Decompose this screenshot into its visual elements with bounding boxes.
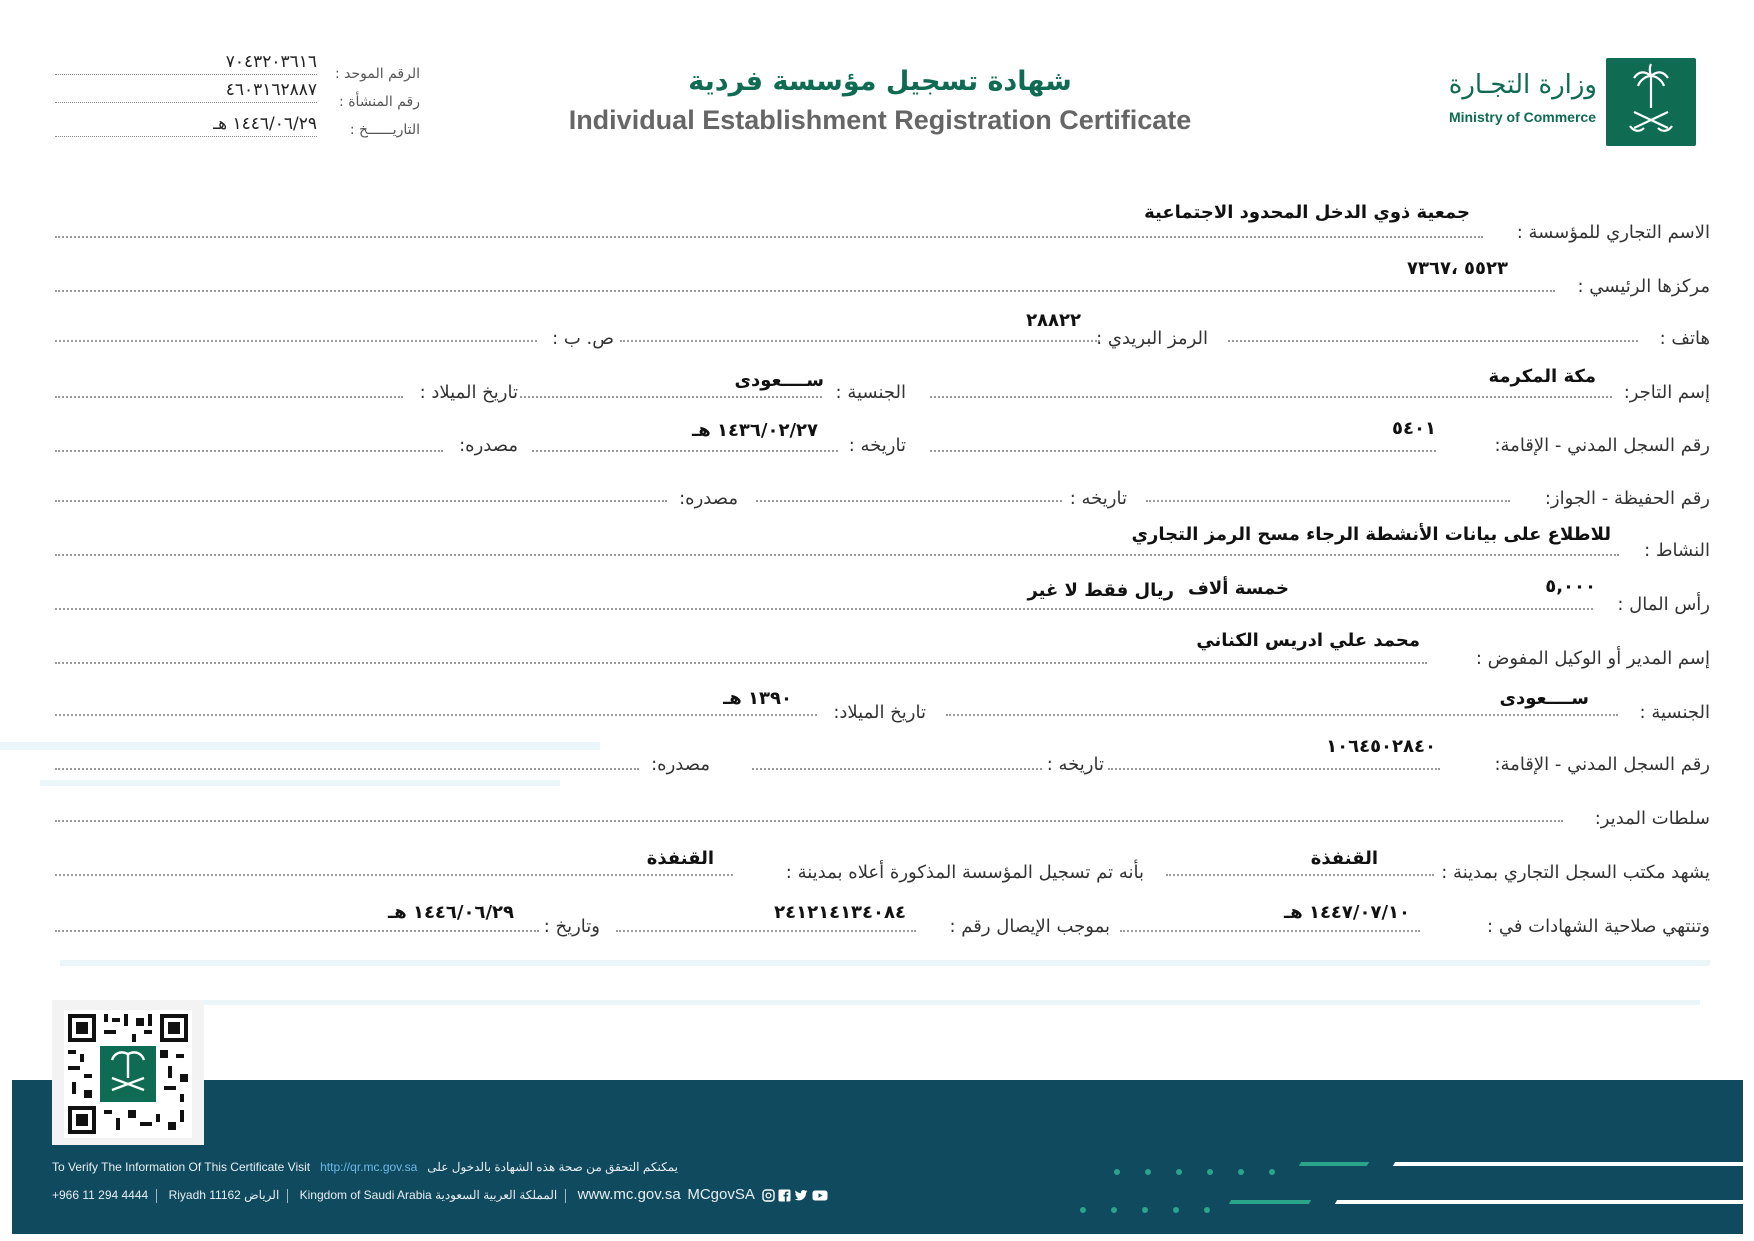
manager-nationality: ســــعودى — [1499, 688, 1589, 709]
receipt-label: بموجب الإيصال رقم : — [949, 916, 1110, 937]
receipt-date-label: وتاريخ : — [543, 916, 600, 937]
divider — [287, 1189, 288, 1203]
youtube-icon[interactable] — [812, 1189, 828, 1202]
website-link[interactable]: www.mc.gov.sa — [577, 1186, 681, 1203]
manager-label: إسم المدير أو الوكيل المفوض : — [1475, 648, 1710, 669]
capital-amount: ٥,٠٠٠ — [1545, 576, 1596, 597]
manager-civil-id: ١٠٦٤٥٠٢٨٤٠ — [1326, 736, 1436, 757]
manager-line — [55, 662, 1427, 664]
postal-code-label: الرمز البريدي : — [1096, 328, 1208, 349]
certificate-title-en: Individual Establishment Registration Certificate — [568, 105, 1192, 135]
twitter-icon[interactable] — [794, 1189, 808, 1202]
manager-civil-date-line — [752, 768, 1042, 770]
manager-source-line — [55, 768, 639, 770]
receipt-number: ٢٤١٢١٤١٣٤٠٨٤ — [774, 902, 906, 923]
ministry-name-ar: وزارة التجـارة — [1448, 70, 1597, 100]
po-box-line — [55, 340, 537, 342]
expiry-date: ١٤٤٧/٠٧/١٠ هـ — [1284, 902, 1410, 923]
capital-line — [55, 608, 1593, 610]
contact-city: Riyadh 11162 الرياض — [168, 1188, 280, 1202]
manager-birth-label: تاريخ الميلاد: — [833, 702, 926, 723]
merchant-nationality-line — [520, 396, 822, 398]
verify-line — [52, 1160, 678, 1174]
verify-text-en: To Verify The Information Of This Certificate Visit — [52, 1160, 311, 1174]
family-date-line — [756, 500, 1062, 502]
manager-powers-label: سلطات المدير: — [1594, 808, 1710, 829]
civil-id-date-label: تاريخه : — [848, 435, 906, 456]
manager-civil-id-label: رقم السجل المدني - الإقامة: — [1494, 754, 1710, 775]
unified-number-label: الرقم الموحد : — [335, 66, 420, 82]
decor-line — [1393, 1162, 1745, 1166]
hq-label: مركزها الرئيسي : — [1577, 276, 1710, 297]
activity-line — [55, 554, 1619, 556]
contact-country: Kingdom of Saudi Arabia المملكة العربية السعودية — [299, 1188, 558, 1202]
verify-url-link[interactable]: http://qr.mc.gov.sa — [320, 1160, 418, 1174]
manager-birth: ١٣٩٠ هـ — [723, 688, 792, 709]
trade-name-line — [55, 236, 1483, 238]
capital-label: رأس المال : — [1617, 594, 1710, 615]
civil-id-date-line — [532, 450, 838, 452]
certificate-date: ١٤٤٦/٠٦/٢٩ هـ — [55, 114, 317, 137]
expiry-line — [1120, 930, 1420, 932]
watermark-band — [120, 1000, 1700, 1005]
civil-id-line — [930, 450, 1436, 452]
watermark-band — [0, 742, 600, 750]
capital-currency: ريال فقط لا غير — [1027, 580, 1174, 601]
manager-civil-date-label: تاريخه : — [1046, 754, 1104, 775]
civil-id-label: رقم السجل المدني - الإقامة: — [1494, 435, 1710, 456]
registered-city: القنفذة — [646, 848, 714, 869]
social-handle[interactable]: MCgovSA — [687, 1186, 755, 1203]
establishment-number-label: رقم المنشأة : — [339, 94, 420, 110]
decor-line — [1299, 1162, 1369, 1166]
family-passport-line — [1146, 500, 1510, 502]
phone-line — [1228, 340, 1638, 342]
palm-swords-emblem-icon — [1620, 62, 1682, 142]
contact-phone: +966 11 294 4444 — [52, 1188, 149, 1202]
manager-civil-id-line — [1108, 768, 1440, 770]
decor-dots-row — [1114, 1160, 1300, 1179]
divider — [565, 1189, 566, 1203]
po-box-label: ص. ب : — [552, 328, 614, 349]
family-source-label: مصدره: — [679, 488, 738, 509]
merchant-nationality-label: الجنسية : — [835, 382, 906, 403]
capital-words: خمسة ألاف — [1187, 578, 1289, 599]
civil-id: ٥٤٠١ — [1392, 418, 1436, 439]
decor-line — [1335, 1200, 1745, 1204]
activity-value: للاطلاع على بيانات الأنشطة الرجاء مسح الرمز التجاري — [1131, 524, 1611, 545]
phone-label: هاتف : — [1659, 328, 1710, 349]
contact-line — [52, 1186, 828, 1203]
family-source-line — [55, 500, 667, 502]
receipt-line — [616, 930, 916, 932]
date-label: التاريــــــخ : — [349, 122, 420, 138]
ministry-name-en: Ministry of Commerce — [1448, 109, 1596, 125]
merchant-name: مكة المكرمة — [1488, 366, 1596, 387]
divider — [156, 1189, 157, 1203]
civil-id-source-line — [55, 450, 443, 452]
registered-line — [55, 874, 733, 876]
manager-powers-line — [55, 820, 1563, 822]
family-passport-label: رقم الحفيظة - الجواز: — [1544, 488, 1710, 509]
civil-id-source-label: مصدره: — [459, 435, 518, 456]
footer-band — [12, 1080, 1743, 1234]
manager-source-label: مصدره: — [651, 754, 710, 775]
manager-nationality-label: الجنسية : — [1639, 702, 1710, 723]
civil-id-date: ١٤٣٦/٠٢/٢٧ هـ — [692, 420, 818, 441]
merchant-name-line — [930, 396, 1612, 398]
manager-name: محمد علي ادريس الكناني — [1196, 630, 1420, 651]
watermark-band — [60, 960, 1710, 966]
postal-code: ٢٨٨٢٢ — [1026, 310, 1081, 331]
verify-text-ar: يمكنكم التحقق من صحة هذه الشهادة بالدخول على — [427, 1160, 678, 1174]
hq-line — [55, 290, 1555, 292]
postal-code-line — [620, 340, 1100, 342]
merchant-birth-label: تاريخ الميلاد : — [419, 382, 518, 403]
manager-birth-line — [55, 714, 817, 716]
merchant-birth-line — [55, 396, 403, 398]
certify-city: القنفذة — [1310, 848, 1378, 869]
unified-number: ٧٠٤٣٢٠٣٦١٦ — [55, 52, 317, 75]
watermark-band — [40, 780, 560, 786]
manager-nationality-line — [946, 714, 1618, 716]
trade-name-label: الاسم التجاري للمؤسسة : — [1516, 222, 1710, 243]
hq-value: ٥٥٢٣ ،٧٣٦٧ — [1406, 258, 1508, 279]
establishment-number: ٤٦٠٣١٦٢٨٨٧ — [55, 80, 317, 103]
merchant-name-label: إسم التاجر: — [1623, 382, 1710, 403]
qr-code-icon[interactable] — [64, 1010, 192, 1138]
trade-name: جمعية ذوي الدخل المحدود الاجتماعية — [1144, 202, 1470, 223]
instagram-icon[interactable] — [762, 1189, 775, 1202]
family-date-label: تاريخه : — [1069, 488, 1127, 509]
registered-label: بأنه تم تسجيل المؤسسة المذكورة أعلاه بمدينة : — [785, 862, 1144, 883]
activity-label: النشاط : — [1644, 540, 1710, 561]
facebook-icon[interactable] — [778, 1189, 791, 1202]
certify-line — [1166, 874, 1434, 876]
merchant-nationality: ســــعودى — [734, 370, 824, 391]
decor-line — [1229, 1200, 1311, 1204]
certificate-title-ar: شهادة تسجيل مؤسسة فردية — [688, 66, 1072, 97]
expiry-label: وتنتهي صلاحية الشهادات في : — [1487, 916, 1710, 937]
receipt-date-line — [55, 930, 539, 932]
certify-label: يشهد مكتب السجل التجاري بمدينة : — [1441, 862, 1710, 883]
receipt-date: ١٤٤٦/٠٦/٢٩ هـ — [388, 902, 514, 923]
decor-dots-row — [1080, 1198, 1235, 1217]
